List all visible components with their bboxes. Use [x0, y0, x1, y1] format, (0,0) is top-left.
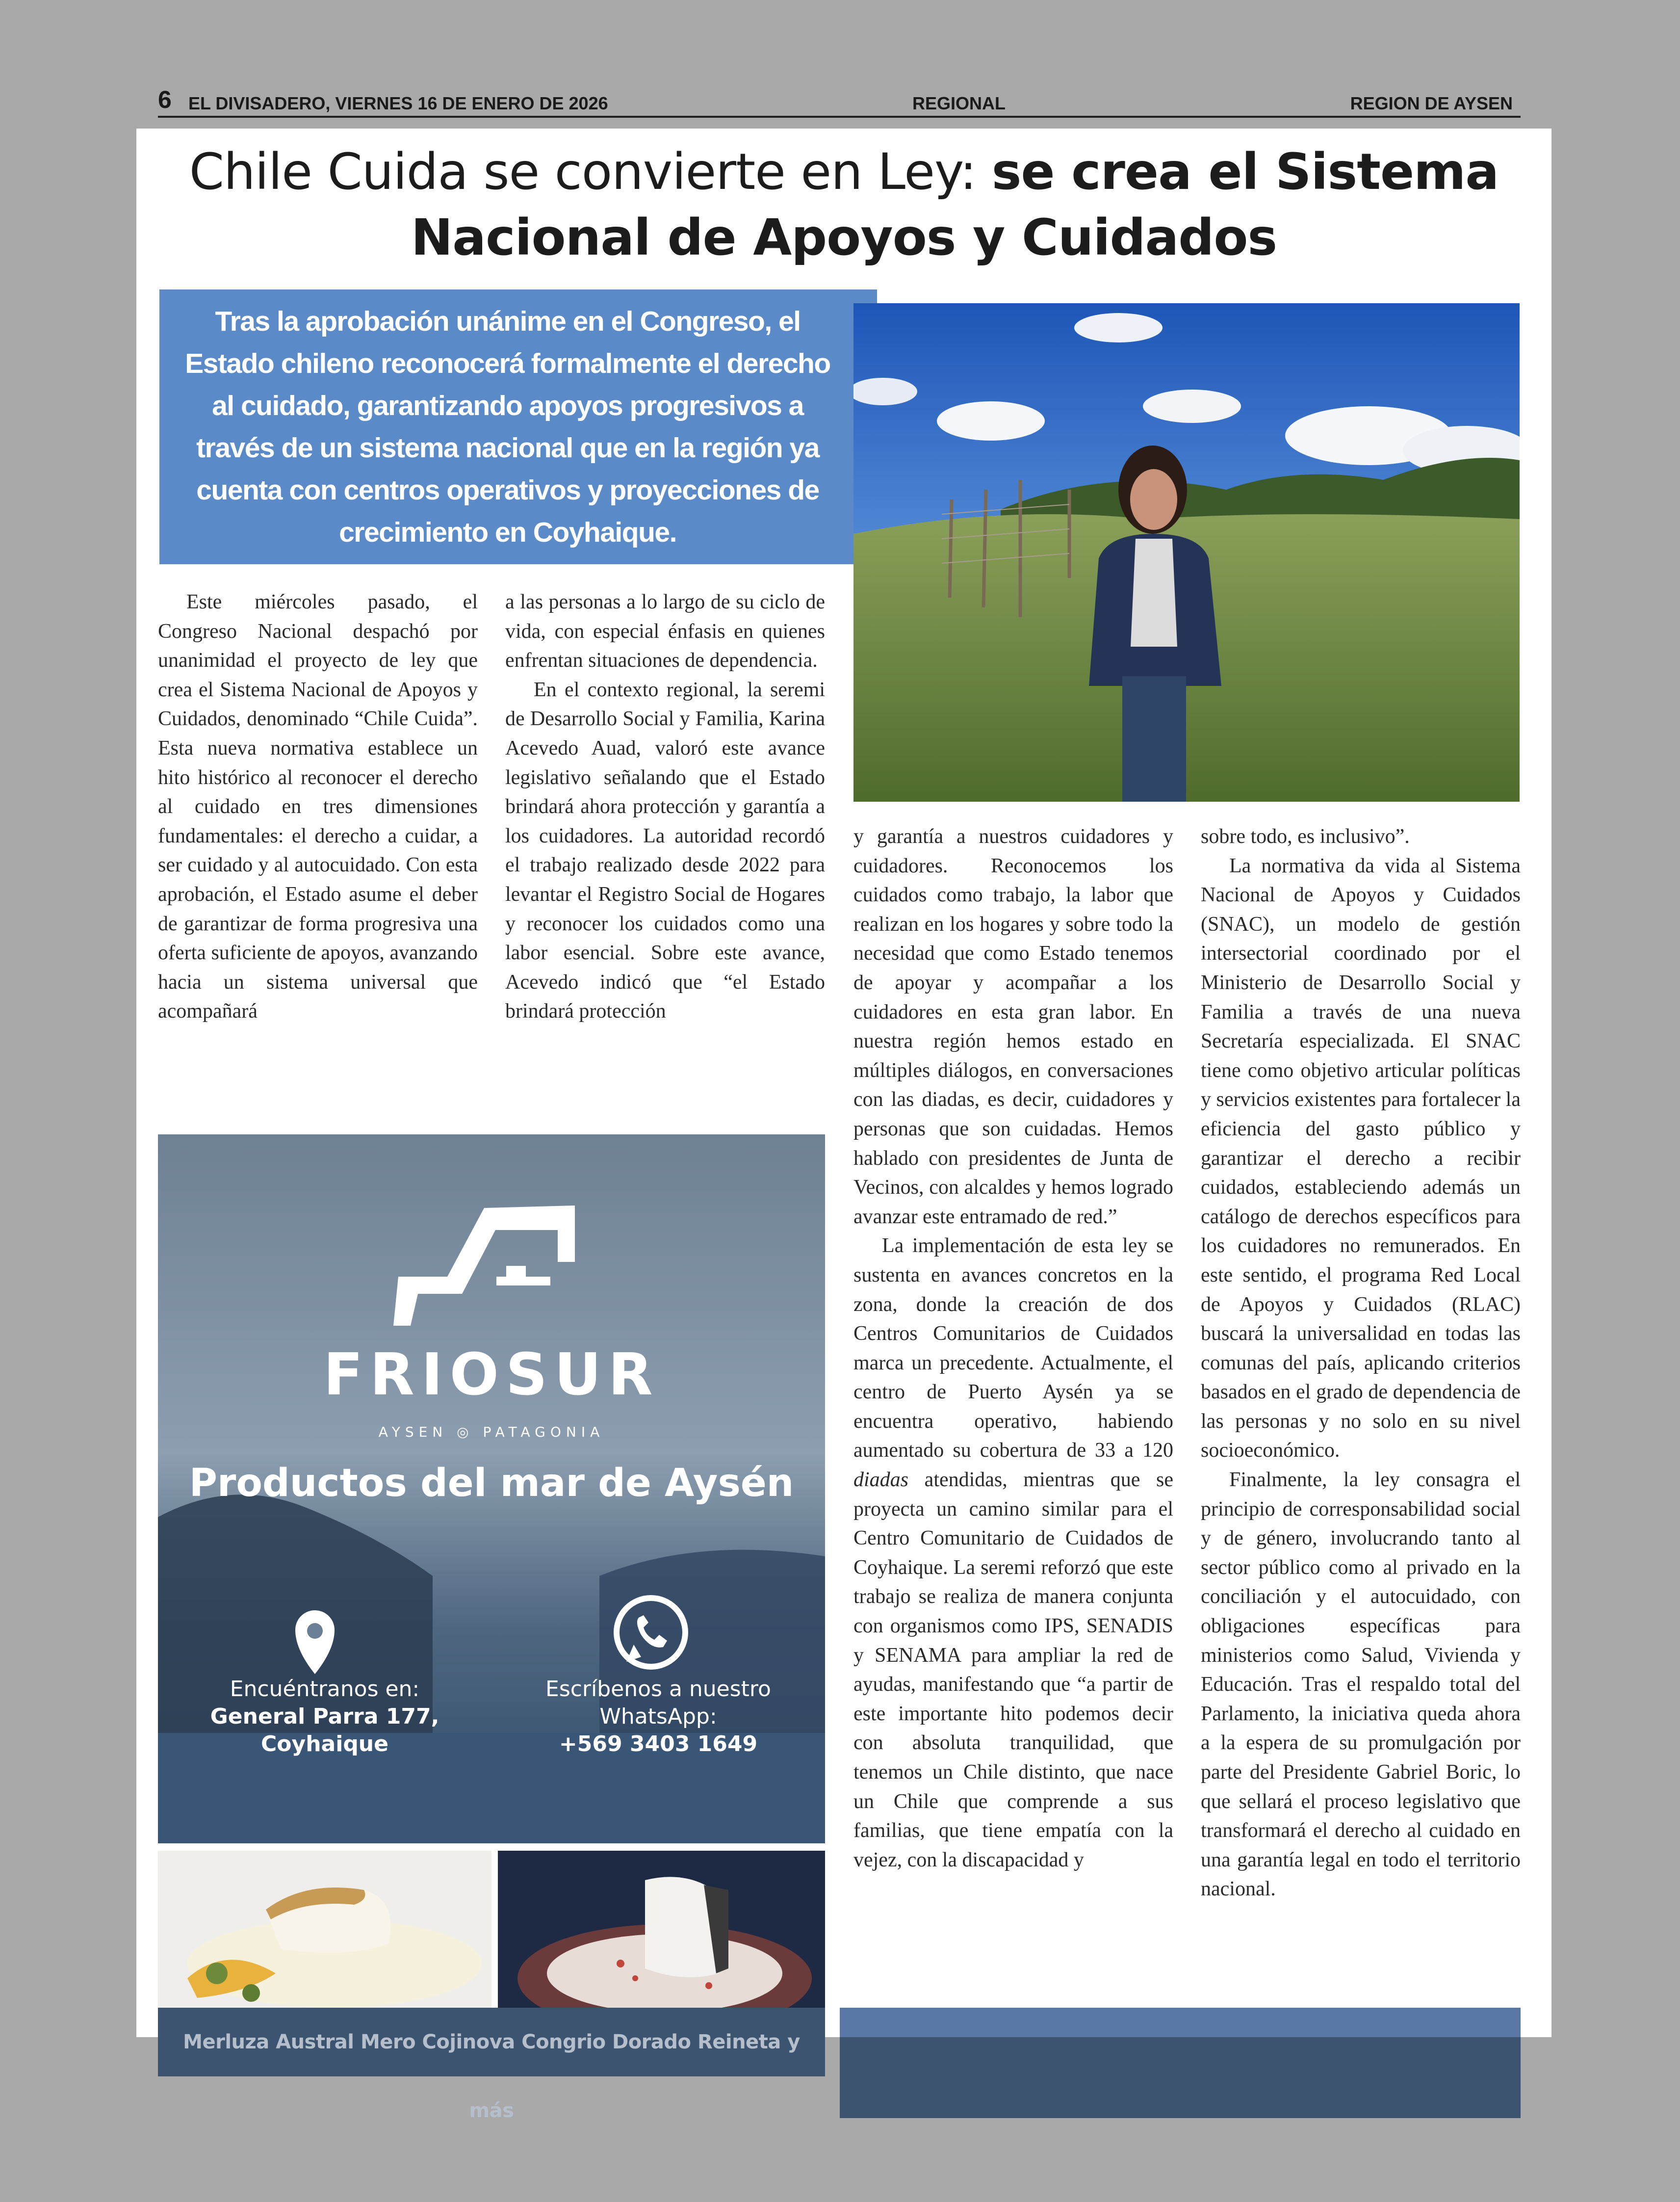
headline-bold-1: se crea el Sistema — [991, 143, 1499, 201]
article-paragraph: sobre todo, es inclusivo”. — [1201, 825, 1410, 848]
article-column-3 — [853, 822, 1173, 1875]
article-text: La implementación de esta ley se sustenta en avances concretos en la zona, donde la creación de dos Centros Comunitarios de Cuidados marca un precedente. Actualmente, el centro de Puerto Aysén ya se encuentra operativo, habiendo aumentado su cobertura de 33 a 120 — [853, 1234, 1173, 1462]
ad-whatsapp-label-1: Escríbenos a nuestro — [545, 1677, 771, 1702]
page-number: 6 — [158, 86, 172, 113]
ad-products-strip: Merluza Austral Mero Cojinova Congrio Dorado Reineta y más — [158, 2008, 825, 2076]
blue-footer-box-top — [840, 2008, 1521, 2037]
ad-location — [197, 1676, 452, 1758]
ad-food-photo-2 — [498, 1851, 825, 2008]
ad-food-photo-1 — [158, 1851, 491, 2008]
article-text: atendidas, mientras que se proyecta un camino similar para el Centro Comunitario de Cuidados de Coyhaique. La seremi reforzó que este trabajo se realiza de manera conjunta con organismos como IPS, SENADIS y SENAMA para ampliar la red de ayudas, manifestando que “a partir de este importante hito podemos decir con absoluta tranquilidad, que tenemos un Chile distinto, que nace un Chile que comprende a sus familias, que tiene empatía con la vejez, con la discapacidad y — [853, 1468, 1173, 1871]
lead-box-tab — [853, 289, 877, 303]
ad-whatsapp — [521, 1676, 796, 1758]
page-header — [158, 86, 1521, 118]
ad-location-label: Encuéntranos en: — [230, 1677, 420, 1702]
article-emphasis: diadas — [853, 1468, 909, 1492]
headline — [136, 139, 1551, 271]
lead-paragraph: Tras la aprobación unánime en el Congreso, el Estado chileno reconocerá formalmente el derecho al cuidado, garantizando apoyos progresivos a través de un sistema nacional que en la región ya cuenta con centros operativos y proyecciones de crecimiento en Coyhaique. — [159, 289, 856, 564]
article-paragraph: La normativa da vida al Sistema Nacional de Apoyos y Cuidados (SNAC), un modelo de gestión intersectorial coordinado por el Ministerio de Desarrollo Social y Familia a través de una nueva Secretaría especializada. El SNAC tiene como objetivo articular políticas y servicios existentes para fortalecer la eficiencia del gasto público y garantizar el derecho a recibir cuidados, estableciendo además un catálogo de derechos específicos para los cuidadores no remunerados. En este sentido, el programa Red Local de Apoyos y Cuidados (RLAC) buscará la universalidad en todas las comunas del país, aplicando criterios basados en el grado de dependencia de las personas y no solo en su nivel socioeconómico. — [1201, 854, 1521, 1462]
article-paragraph: a las personas a lo largo de su ciclo de vida, con especial énfasis en quienes enfrentan situaciones de dependencia. — [505, 591, 825, 672]
ad-whatsapp-label-2: WhatsApp: — [599, 1704, 717, 1729]
region-label: REGION DE AYSEN — [1350, 93, 1513, 113]
headline-light: Chile Cuida se convierte en Ley: — [189, 143, 992, 201]
article-column-1 — [158, 588, 478, 1026]
ad-brand-name: FRIOSUR — [323, 1340, 660, 1408]
headline-bold-2: Nacional de Apoyos y Cuidados — [411, 209, 1277, 267]
article-paragraph: Finalmente, la ley consagra el principio de corresponsabilidad social y de género, involucrando tanto al sector público como al privado en la conciliación y el autocuidado, con obligaciones específicas para ministerios como Salud, Vivienda y Educación. Tras el respaldo total del Parlamento, la iniciativa queda ahora a la espera de su promulgación por parte del Presidente Gabriel Boric, lo que sellará el proceso legislativo que transformará el derecho al cuidado en una garantía legal en todo el territorio nacional. — [1201, 1468, 1521, 1901]
ad-address-line-2: Coyhaique — [261, 1731, 388, 1756]
friosur-advertisement — [158, 1134, 825, 2122]
ad-tagline: Productos del mar de Aysén — [189, 1461, 794, 1505]
article-paragraph: y garantía a nuestros cuidadores y cuidadores. Reconocemos los cuidados como trabajo, la labor que realizan en los hogares y sobre todo la necesidad que como Estado tenemos de apoyar y acompañar a los cuidadores en esta gran labor. En nuestra región hemos estado en múltiples diálogos, en conversaciones con las diadas, es decir, cuidadores y personas que son cuidadas. Hemos hablado con presidentes de Junta de Vecinos, con alcaldes y hemos logrado avanzar este entramado de red.” — [853, 825, 1173, 1228]
ad-whatsapp-number: +569 3403 1649 — [559, 1731, 758, 1756]
article-photo — [853, 303, 1520, 802]
ad-background — [158, 1134, 825, 1843]
article-column-2 — [505, 588, 825, 1026]
article-paragraph — [853, 1232, 1173, 1875]
article-paragraph: Este miércoles pasado, el Congreso Nacional despachó por unanimidad el proyecto de ley que crea el Sistema Nacional de Apoyos y Cuidados, denominado “Chile Cuida”. Esta nueva normativa establece un hito histórico al reconocer el derecho al cuidado en tres dimensiones fundamentales: el derecho a cuidar, a ser cuidado y al autocuidado. Con esta aprobación, el Estado asume el deber de garantizar de forma progresiva una oferta suficiente de apoyos, avanzando hacia un sistema universal que acompañará — [158, 591, 478, 1023]
article-paragraph: En el contexto regional, la seremi de Desarrollo Social y Familia, Karina Acevedo Auad, valoró este avance legislativo señalando que el Estado brindará ahora protección y garantía a los cuidadores. La autoridad recordó el trabajo realizado desde 2022 para levantar el Registro Social de Hogares y reconocer los cuidados como una labor esencial. Sobre este avance, Acevedo indicó que “el Estado brindará protección — [505, 678, 825, 1023]
ad-brand-sub: AYSEN ◎ PATAGONIA — [378, 1424, 605, 1440]
article-column-4 — [1201, 822, 1521, 1904]
date-line: EL DIVISADERO, VIERNES 16 DE ENERO DE 2026 — [188, 93, 608, 113]
ad-address-line-1: General Parra 177, — [210, 1704, 439, 1729]
section-label: REGIONAL — [912, 93, 1006, 113]
